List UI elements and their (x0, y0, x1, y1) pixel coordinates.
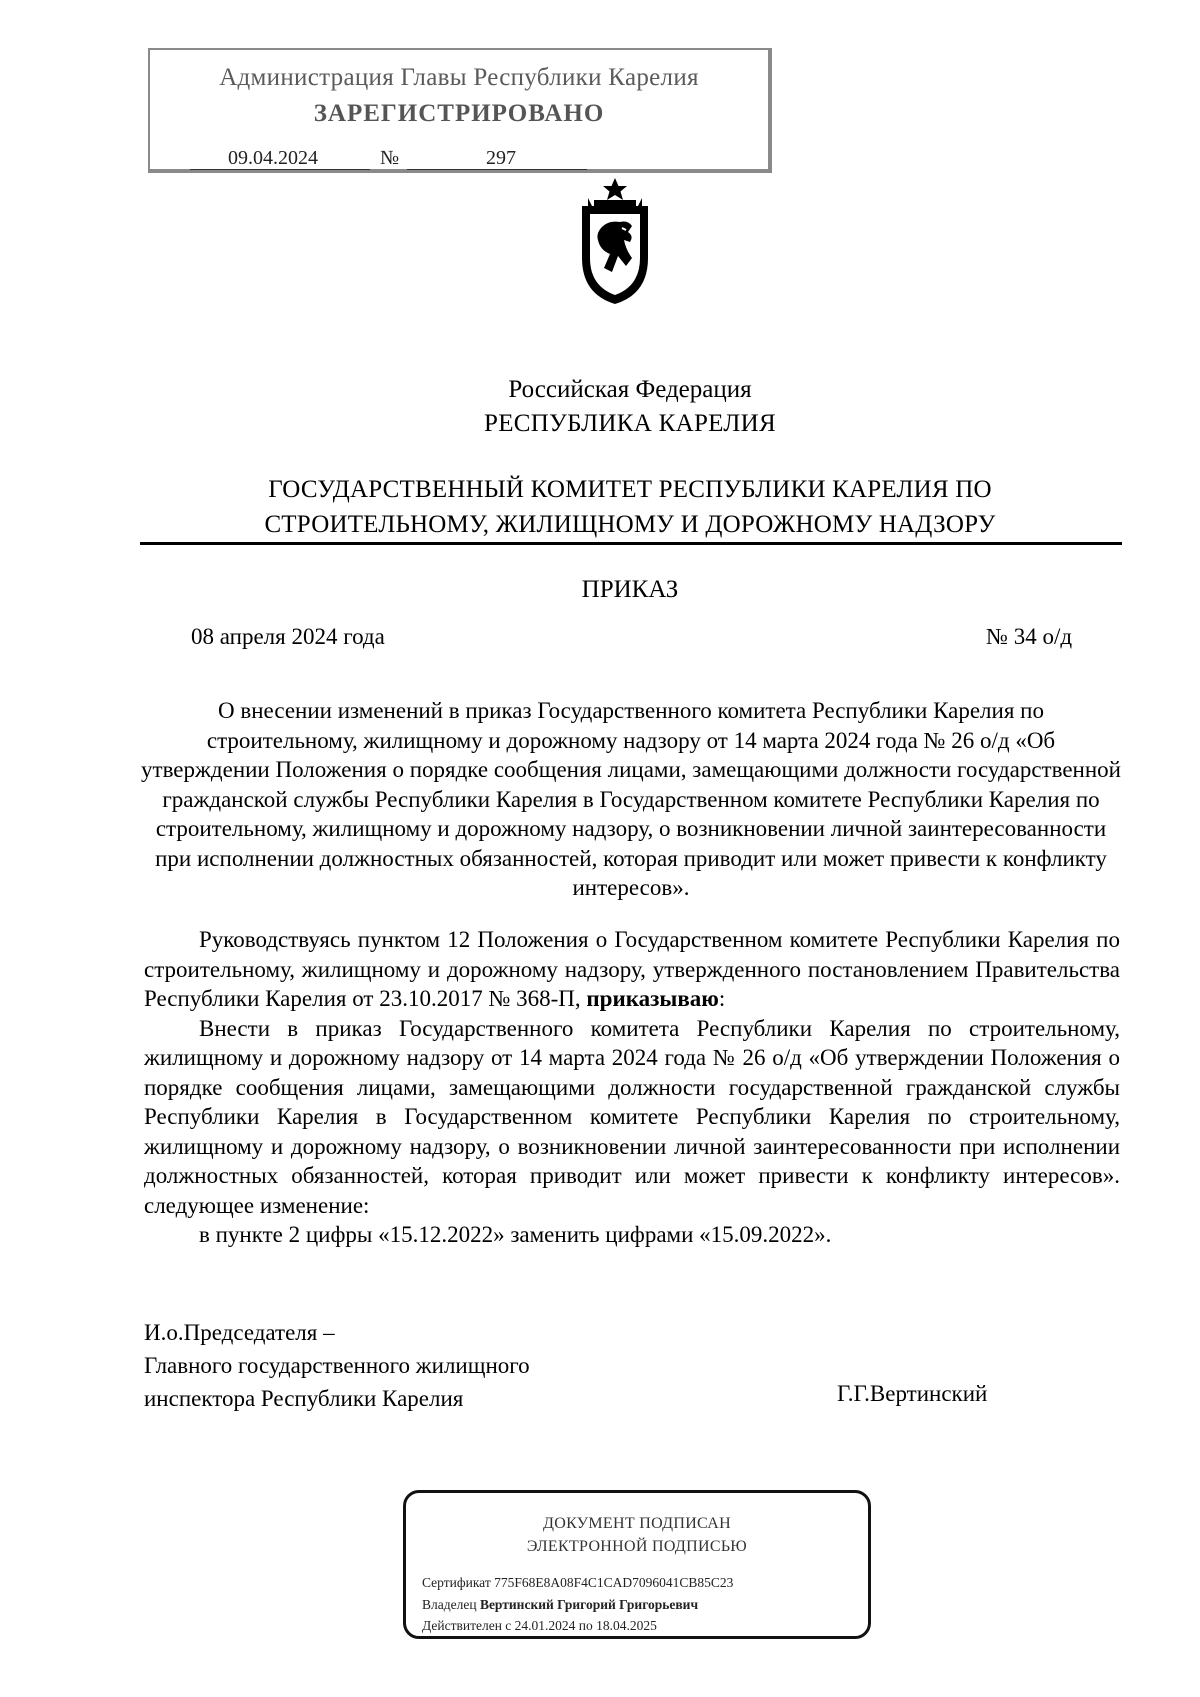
country-name: Российская Федерация (508, 376, 752, 403)
esig-owner-value: Вертинский Григорий Григорьевич (479, 1597, 699, 1612)
esig-heading-line1: ДОКУМЕНТ ПОДПИСАН (543, 1515, 731, 1532)
registration-number: 297 (486, 147, 516, 169)
karelia-coat-of-arms-icon (568, 176, 662, 308)
esig-valid-to-label: по (578, 1618, 593, 1633)
committee-name (0, 472, 1200, 542)
body-paragraph-amendment: Внести в приказ Государственного комитета Республики Карелия по строительному, жилищному и дорожному надзору от 14 марта 2024 года № 26 о/д «Об утверждении Положения о порядке сообщения лицами, замещающими должности государственной гражданской службы Республики Карелия в Государственном комитете Республики Карелия по строительному, жилищному и дорожному надзору, о возникновении личной заинтересованности при исполнении должностных обязанностей, которая приводит или может привести к конфликту интересов». следующее изменение: (144, 1015, 1120, 1218)
electronic-signature-stamp (403, 1490, 871, 1639)
body-paragraph-basis (144, 925, 1120, 1014)
esig-valid-from-label: Действителен с (422, 1618, 512, 1633)
committee-name-line1: ГОСУДАРСТВЕННЫЙ КОМИТЕТ РЕСПУБЛИКИ КАРЕЛИЯ ПО (268, 476, 992, 503)
esig-valid-to: 18.04.2025 (596, 1618, 657, 1633)
signer-title (144, 1316, 530, 1415)
registration-number-sign: № (380, 147, 400, 169)
header-divider (140, 542, 1122, 545)
document-type: ПРИКАЗ (581, 576, 679, 603)
body-order-keyword: приказываю (586, 986, 719, 1011)
order-body (144, 925, 1120, 1250)
order-number: № 34 о/д (986, 624, 1073, 649)
body-basis-text: Руководствуясь пунктом 12 Положения о Государственном комитете Республики Карелия по строительному, жилищному и дорожному надзору, утвержденного постановлением Правительства Республики Карелия от 23.10.2017 № 368-П, (144, 927, 1120, 1011)
signer-title-line3: инспектора Республики Карелия (144, 1386, 464, 1411)
esig-owner-label: Владелец (422, 1597, 477, 1612)
signer-title-line2: Главного государственного жилищного (144, 1353, 530, 1378)
esig-validity (422, 1618, 657, 1634)
esig-heading-line2: ЭЛЕКТРОННОЙ ПОДПИСЬЮ (526, 1538, 748, 1555)
esig-certificate-label: Сертификат (422, 1575, 491, 1590)
order-date: 08 апреля 2024 года (191, 624, 385, 649)
esig-valid-from: 24.01.2024 (514, 1618, 576, 1633)
esig-certificate-value: 775F68E8A08F4C1CAD7096041CB85C23 (494, 1575, 734, 1590)
committee-name-line2: СТРОИТЕЛЬНОМУ, ЖИЛИЩНОМУ И ДОРОЖНОМУ НАДЗОРУ (264, 511, 996, 538)
signer-name: Г.Г.Вертинский (837, 1381, 988, 1406)
esig-owner (422, 1597, 698, 1613)
registration-date: 09.04.2024 (228, 147, 318, 169)
order-subject: О внесении изменений в приказ Государственного комитета Республики Карелия по строительному, жилищному и дорожному надзору от 14 марта 2024 года № 26 о/д «Об утверждении Положения о порядке сообщения лицами, замещающими должности государственной гражданской службы Республики Карелия в Государственном комитете Республики Карелия по строительному, жилищному и дорожному надзору, о возникновении личной заинтересованности при исполнении должностных обязанностей, которая приводит или может привести к конфликту интересов». (141, 698, 1121, 900)
registration-stamp-status: ЗАРЕГИСТРИРОВАНО (313, 100, 605, 127)
body-basis-colon: : (718, 986, 726, 1011)
registration-stamp (148, 48, 772, 173)
republic-name: РЕСПУБЛИКА КАРЕЛИЯ (484, 410, 776, 437)
registration-stamp-authority: Администрация Главы Республики Карелия (219, 64, 699, 91)
esig-certificate (422, 1575, 733, 1591)
body-paragraph-change: в пункте 2 цифры «15.12.2022» заменить цифрами «15.09.2022». (199, 1222, 832, 1247)
signer-title-line1: И.о.Председателя – (144, 1320, 335, 1345)
